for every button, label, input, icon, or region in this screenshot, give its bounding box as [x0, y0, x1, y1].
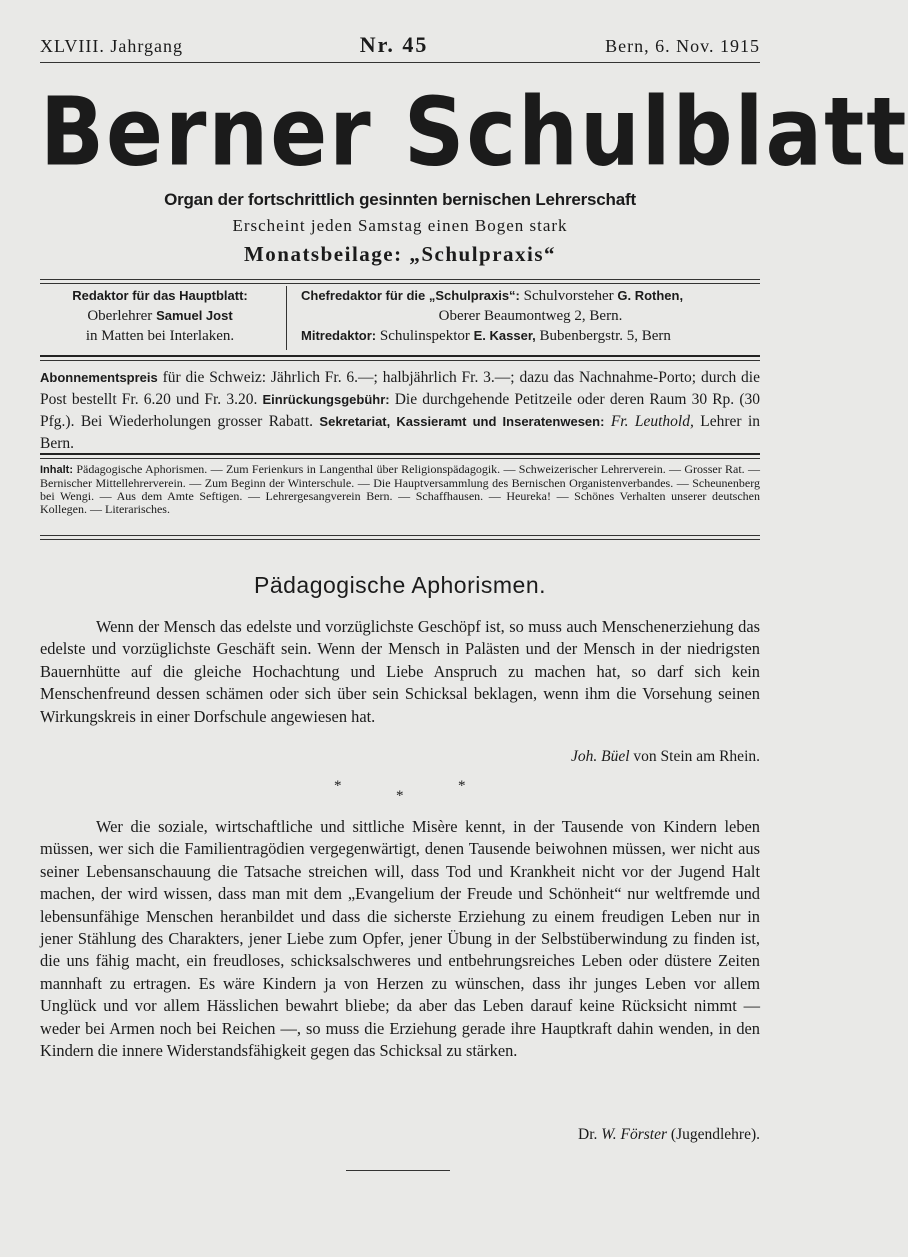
co-editor-title: Schulinspektor [376, 328, 474, 344]
co-editor-label: Mitredaktor: [301, 328, 377, 343]
chief-editor-title: Schulvorsteher [519, 288, 618, 304]
signature-1 [40, 748, 780, 766]
signature-1-place: von Stein am Rhein. [629, 748, 760, 765]
main-editor-label: Redaktor für das Hauptblatt: [72, 288, 248, 303]
secretariat-name: Fr. Leuthold, [604, 413, 694, 430]
chief-editor-label: Chefredaktor für die „Schulpraxis“: [301, 288, 520, 303]
volume-label: XLVIII. Jahrgang [40, 36, 183, 56]
asterism-star-right: * [458, 778, 466, 794]
masthead-title: Berner Schulblatt [40, 77, 908, 187]
editors-block [40, 286, 760, 350]
inhalt-bottom-rule-2 [40, 539, 760, 540]
place-date: Bern, 6. Nov. 1915 [605, 36, 760, 56]
abo-top-rule [40, 355, 760, 357]
monthly-supplement: Monatsbeilage: „Schulpraxis“ [243, 242, 557, 266]
supplement-editors [287, 286, 760, 350]
co-editor-address: Bubenbergstr. 5, Bern [535, 328, 671, 344]
asterism [40, 776, 760, 806]
ad-fee-label: Einrückungsgebühr: [262, 392, 390, 407]
main-editor-address: in Matten bei Interlaken. [85, 328, 235, 344]
organ-subtitle: Organ der fortschrittlich gesinnten bernischen Lehrerschaft [164, 190, 636, 209]
co-editor-name: E. Kasser, [473, 328, 536, 343]
signature-2-name: W. Förster [601, 1126, 668, 1143]
signature-2 [40, 1126, 780, 1144]
signature-2-prefix: Dr. [578, 1126, 602, 1143]
table-of-contents [40, 463, 760, 516]
secretariat-rest: Lehrer in Bern. [40, 413, 760, 452]
article-paragraph-2: Wer die soziale, wirtschaftliche und sittliche Misère kennt, in der Tausende von Kindern leben müssen, wer sich die Familientragödien vergegenwärtigt, denen Tausende beiwohnen müssen, wer nicht aus seiner Lebensanschauung die Tatsache streichen will, dass Tod und Krankheit nicht vor der Jugend Halt machen, der wird wissen, dass man mit dem „Evangelium der Freude und Schönheit“ nur weltfremde und lebensunfähige Menschen heranbildet und dass die sicherste Erziehung zu einem freudigen Leben nur in jener Stählung des Charakters, jener Liebe zum Opfer, jener Übung in der Selbstüberwindung zu finden ist, die uns fähig macht, ein freudloses, schicksalschweres und entbehrungsreiches Leben oder düstere Zeiten mannhaft zu ertragen. Es wäre Kindern ja von Herzen zu wünschen, dass ihr junges Leben vor allem Unglück und vor allem Hässlichen bewahrt bliebe; da aber das Leben darauf keine Rücksicht nimmt — weder bei Armen noch bei Reichen —, so muss die Erziehung gerade ihre Hauptkraft dahin wenden, in den Kindern die innere Widerstandsfähigkeit gegen das Schicksal zu stärken. [40, 817, 760, 1061]
subscription-info [40, 367, 760, 455]
article-end-rule [346, 1170, 450, 1171]
header-rule [40, 62, 760, 63]
abo-top-rule-2 [40, 360, 760, 361]
editors-top-rule [40, 279, 760, 280]
inhalt-bottom-rule [40, 535, 760, 536]
chief-editor-name: G. Rothen, [617, 288, 684, 303]
signature-2-source: (Jugendlehre). [667, 1126, 760, 1143]
article-title: Pädagogische Aphorismen. [253, 572, 547, 598]
main-editor [40, 286, 287, 350]
issue-number: Nr. 45 [359, 32, 429, 57]
editors-top-rule-2 [40, 283, 760, 284]
inhalt-top-rule-2 [40, 458, 760, 459]
main-editor-name: Samuel Jost [156, 308, 233, 323]
subscription-text: für die Schweiz: Jährlich Fr. 6.—; halbjährlich Fr. 3.—; dazu das Nachnahme-Porto; durch die Post bestellt Fr. 6.20 und Fr. 3.20. [40, 369, 760, 408]
asterism-star-left: * [334, 778, 342, 794]
subscription-label: Abonnementspreis [40, 370, 158, 385]
ad-fee-text: Die durchgehende Petitzeile oder deren Raum 30 Rp. (30 Pfg.). Bei Wiederholungen grosser Rabatt. [40, 391, 760, 430]
chief-editor-address: Oberer Beaumontweg 2, Bern. [438, 308, 623, 324]
issue-header [40, 32, 760, 56]
publication-frequency: Erscheint jeden Samstag einen Bogen stark [232, 216, 568, 235]
contents-label: Inhalt: [40, 464, 73, 476]
article-paragraph-1: Wenn der Mensch das edelste und vorzüglichste Geschöpf ist, so muss auch Menschenerziehung das edelste und vorzüglichste Geschäft sein. Wenn der Mensch in Palästen und der Mensch in der niedrigsten Bauernhütte auf die gleiche Hochachtung und Liebe Anspruch zu machen hat, so darf sich kein Menschenfreund dessen schämen oder sich über sein Schicksal beklagen, wenn ihm die Vorsehung seinen Wirkungskreis in einer Dorfschule angewiesen hat. [40, 617, 760, 726]
secretariat-label: Sekretariat, Kassieramt und Inseratenwesen: [319, 414, 605, 429]
asterism-star-middle: * [396, 788, 404, 804]
main-editor-title: Oberlehrer [87, 308, 157, 324]
inhalt-top-rule [40, 453, 760, 455]
contents-text: Pädagogische Aphorismen. — Zum Ferienkurs in Langenthal über Religionspädagogik. — Schweizerischer Lehrerverein. — Grosser Rat. — Bernischer Mittellehrerverein. — Zum Beginn der Winterschule. — Die Hauptversammlung des Bernischen Organistenverbandes. — Scheunenberg bei Wengi. — Aus dem Amte Seftigen. — Lehrergesangverein Bern. — Schaffhausen. — Heureka! — Schönes Verhalten unserer deutschen Kollegen. — Literarisches. [40, 462, 760, 516]
signature-1-name: Joh. Büel [571, 748, 630, 765]
